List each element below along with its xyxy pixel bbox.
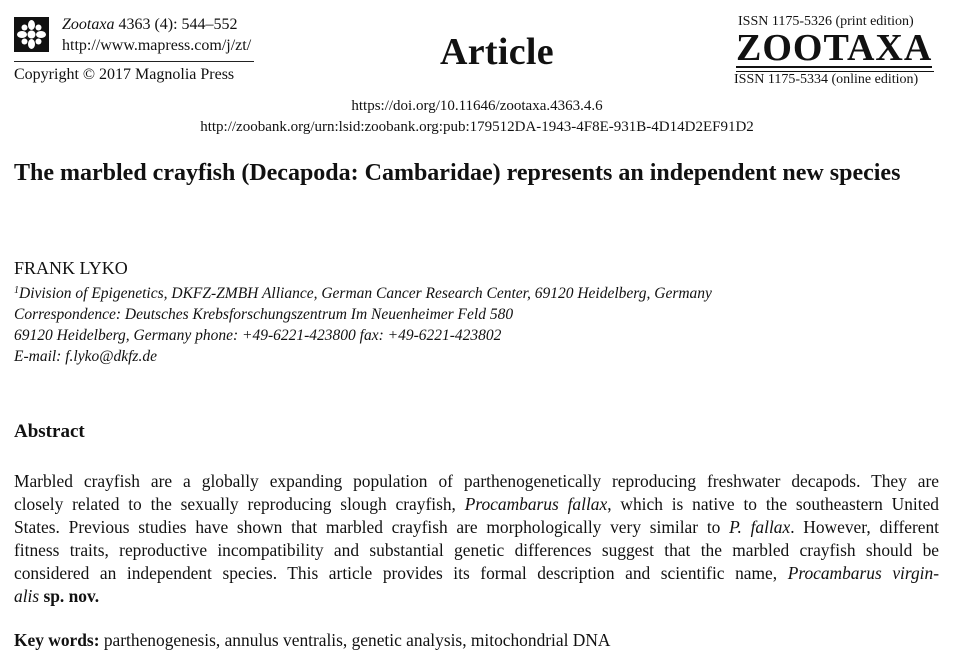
keywords xyxy=(14,630,610,651)
abstract-line xyxy=(14,586,939,607)
journal-name: Zootaxa xyxy=(62,16,115,33)
correspondence-address: 69120 Heidelberg, Germany phone: +49-6221-423800 fax: +49-6221-423802 xyxy=(14,327,502,344)
species-name: alis xyxy=(14,586,40,606)
abstract-line: Marbled crayfish are a globally expanding population of parthenogenetically reproducing freshwater decapods. They are xyxy=(14,471,939,491)
nomenclature-status: sp. nov. xyxy=(39,586,100,606)
keywords-text: parthenogenesis, annulus ventralis, genetic analysis, mitochondrial DNA xyxy=(99,630,611,650)
affiliation-text: Division of Epigenetics, DKFZ-ZMBH Alliance, German Cancer Research Center, 69120 Heidelberg, Germany xyxy=(19,285,712,302)
abstract-text: considered an independent species. This article provides its formal description and scientific name, xyxy=(14,563,788,583)
abstract-text: States. Previous studies have shown that marbled crayfish are morphologically very similar to xyxy=(14,517,730,537)
flower-logo-icon xyxy=(14,17,49,52)
abstract-text: , which is native to the southeastern United xyxy=(607,494,939,514)
article-type-label: Article xyxy=(440,31,554,73)
journal-citation xyxy=(62,16,238,34)
publisher-url[interactable]: http://www.mapress.com/j/zt/ xyxy=(62,37,252,54)
abstract-line xyxy=(14,517,939,538)
species-name: Procambarus virgin- xyxy=(787,563,940,583)
issn-print: ISSN 1175-5326 (print edition) xyxy=(738,14,914,29)
abstract-text: . However, different xyxy=(790,517,940,537)
species-name: P. fallax xyxy=(729,517,791,537)
doi-link[interactable]: https://doi.org/10.11646/zootaxa.4363.4.6 xyxy=(351,98,603,114)
journal-issue: 4363 (4): 544–552 xyxy=(118,16,238,33)
issn-online: ISSN 1175-5334 (online edition) xyxy=(734,72,919,87)
abstract-line xyxy=(14,494,939,515)
journal-brand: ZOOTAXA xyxy=(736,27,933,69)
zoobank-link[interactable]: http://zoobank.org/urn:lsid:zoobank.org:pub:179512DA-1943-4F8E-931B-4D14D2EF91D2 xyxy=(200,119,754,135)
affiliation xyxy=(14,285,712,303)
header-divider xyxy=(14,61,254,62)
abstract-heading: Abstract xyxy=(14,421,85,442)
correspondence: Correspondence: Deutsches Krebsforschungszentrum Im Neuenheimer Feld 580 xyxy=(14,306,514,323)
copyright-notice: Copyright © 2017 Magnolia Press xyxy=(14,66,235,83)
abstract-line xyxy=(14,563,939,584)
author-name: FRANK LYKO xyxy=(14,258,128,278)
paper-title: The marbled crayfish (Decapoda: Cambaridae) represents an independent new species xyxy=(14,160,901,186)
abstract-line: fitness traits, reproductive incompatibility and substantial genetic differences suggest that the marbled crayfish should be xyxy=(14,540,939,560)
abstract-text: closely related to the sexually reproducing slough crayfish, xyxy=(14,494,465,514)
affiliation-marker: 1 xyxy=(14,285,19,296)
species-name: Procambarus fallax xyxy=(464,494,608,514)
keywords-label: Key words: xyxy=(14,630,100,650)
author-email[interactable]: E-mail: f.lyko@dkfz.de xyxy=(14,348,157,365)
